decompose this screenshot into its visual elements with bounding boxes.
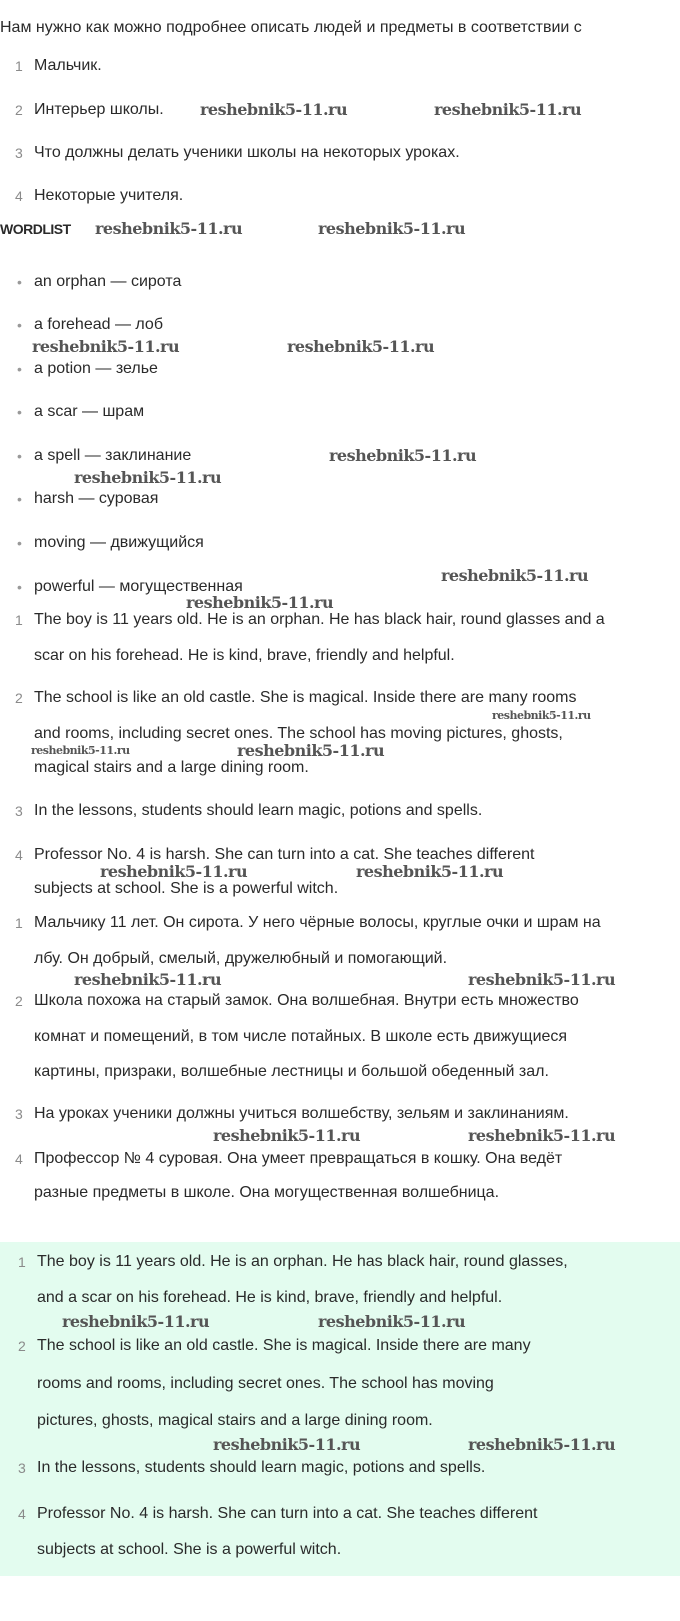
english-answer-line: In the lessons, students should learn magic, potions and spells. [34, 802, 483, 819]
russian-answer-line: комнат и помещений, в том числе потайных. В школе есть движущиеся [34, 1028, 568, 1045]
highlighted-answer-number: 2 [18, 1338, 26, 1354]
watermark: reshebnik5-11.ru [74, 970, 222, 989]
highlighted-answer-line: pictures, ghosts, magical stairs and a large dining room. [37, 1412, 433, 1429]
wordlist-item: a spell — заклинание [34, 447, 192, 464]
watermark: reshebnik5-11.ru [200, 100, 348, 119]
watermark: reshebnik5-11.ru [95, 219, 243, 238]
wordlist-heading: WORDLIST [0, 221, 71, 237]
watermark: reshebnik5-11.ru [32, 337, 180, 356]
task-item-number: 4 [15, 188, 23, 204]
watermark: reshebnik5-11.ru [356, 862, 504, 881]
watermark: reshebnik5-11.ru [468, 970, 616, 989]
watermark: reshebnik5-11.ru [287, 337, 435, 356]
russian-answer-line: Профессор № 4 суровая. Она умеет превращаться в кошку. Она ведёт [34, 1150, 563, 1167]
wordlist-item: powerful — могущественная [34, 578, 243, 595]
english-answer-line: The boy is 11 years old. He is an orphan. He has black hair, round glasses and a [34, 611, 605, 628]
intro-text: Нам нужно как можно подробнее описать людей и предметы в соответствии с [0, 19, 582, 36]
russian-answer-number: 1 [15, 915, 23, 931]
wordlist-item: a scar — шрам [34, 403, 145, 420]
highlighted-answer-line: subjects at school. She is a powerful witch. [37, 1541, 342, 1558]
wordlist-item: a potion — зелье [34, 360, 158, 377]
task-item-line: Что должны делать ученики школы на некоторых уроках. [34, 144, 460, 161]
russian-answer-line: картины, призраки, волшебные лестницы и большой обеденный зал. [34, 1063, 549, 1080]
bullet-icon: • [17, 535, 22, 551]
english-answer-line: The school is like an old castle. She is magical. Inside there are many rooms [34, 689, 577, 706]
wordlist-item: harsh — суровая [34, 490, 159, 507]
russian-answer-number: 4 [15, 1151, 23, 1167]
english-answer-line: scar on his forehead. He is kind, brave, friendly and helpful. [34, 647, 455, 664]
highlighted-answer-number: 4 [18, 1506, 26, 1522]
english-answer-line: subjects at school. She is a powerful witch. [34, 880, 339, 897]
task-item-line: Некоторые учителя. [34, 187, 184, 204]
watermark: reshebnik5-11.ru [62, 1312, 210, 1331]
russian-answer-line: Мальчику 11 лет. Он сирота. У него чёрные волосы, круглые очки и шрам на [34, 914, 601, 931]
english-answer-line: Professor No. 4 is harsh. She can turn into a cat. She teaches different [34, 846, 535, 863]
highlighted-answer-line: The boy is 11 years old. He is an orphan. He has black hair, round glasses, [37, 1253, 568, 1270]
english-answer-line: magical stairs and a large dining room. [34, 759, 309, 776]
russian-answer-line: Школа похожа на старый замок. Она волшебная. Внутри есть множество [34, 992, 579, 1009]
watermark: reshebnik5-11.ru [468, 1435, 616, 1454]
watermark: reshebnik5-11.ru [329, 446, 477, 465]
watermark: reshebnik5-11.ru [213, 1126, 361, 1145]
bullet-icon: • [17, 274, 22, 290]
english-answer-number: 3 [15, 803, 23, 819]
russian-answer-number: 2 [15, 993, 23, 1009]
highlighted-answer-line: The school is like an old castle. She is magical. Inside there are many [37, 1337, 531, 1354]
english-answer-number: 4 [15, 847, 23, 863]
watermark: reshebnik5-11.ru [31, 744, 130, 757]
task-item-number: 3 [15, 145, 23, 161]
watermark: reshebnik5-11.ru [213, 1435, 361, 1454]
bullet-icon: • [17, 491, 22, 507]
bullet-icon: • [17, 404, 22, 420]
watermark: reshebnik5-11.ru [441, 566, 589, 585]
watermark: reshebnik5-11.ru [434, 100, 582, 119]
highlighted-answer-line: Professor No. 4 is harsh. She can turn into a cat. She teaches different [37, 1505, 538, 1522]
highlighted-answer-number: 1 [18, 1254, 26, 1270]
highlighted-answer-line: In the lessons, students should learn magic, potions and spells. [37, 1459, 486, 1476]
watermark: reshebnik5-11.ru [468, 1126, 616, 1145]
task-item-line: Мальчик. [34, 57, 102, 74]
english-answer-line: and rooms, including secret ones. The school has moving pictures, ghosts, [34, 725, 563, 742]
watermark: reshebnik5-11.ru [100, 862, 248, 881]
watermark: reshebnik5-11.ru [318, 1312, 466, 1331]
english-answer-number: 1 [15, 612, 23, 628]
wordlist-item: a forehead — лоб [34, 316, 163, 333]
highlighted-answer-line: and a scar on his forehead. He is kind, brave, friendly and helpful. [37, 1289, 503, 1306]
bullet-icon: • [17, 448, 22, 464]
bullet-icon: • [17, 579, 22, 595]
wordlist-item: moving — движущийся [34, 534, 204, 551]
bullet-icon: • [17, 317, 22, 333]
watermark: reshebnik5-11.ru [186, 593, 334, 612]
task-item-number: 2 [15, 102, 23, 118]
watermark: reshebnik5-11.ru [74, 468, 222, 487]
watermark: reshebnik5-11.ru [492, 709, 591, 722]
russian-answer-line: разные предметы в школе. Она могущественная волшебница. [34, 1184, 500, 1201]
task-item-line: Интерьер школы. [34, 101, 164, 118]
russian-answer-line: На уроках ученики должны учиться волшебству, зельям и заклинаниям. [34, 1105, 569, 1122]
watermark: reshebnik5-11.ru [318, 219, 466, 238]
watermark: reshebnik5-11.ru [237, 741, 385, 760]
highlighted-answer-number: 3 [18, 1460, 26, 1476]
russian-answer-number: 3 [15, 1106, 23, 1122]
russian-answer-line: лбу. Он добрый, смелый, дружелюбный и помогающий. [34, 950, 448, 967]
task-item-number: 1 [15, 58, 23, 74]
bullet-icon: • [17, 361, 22, 377]
wordlist-item: an orphan — сирота [34, 273, 182, 290]
english-answer-number: 2 [15, 690, 23, 706]
highlighted-answer-line: rooms and rooms, including secret ones. The school has moving [37, 1375, 494, 1392]
